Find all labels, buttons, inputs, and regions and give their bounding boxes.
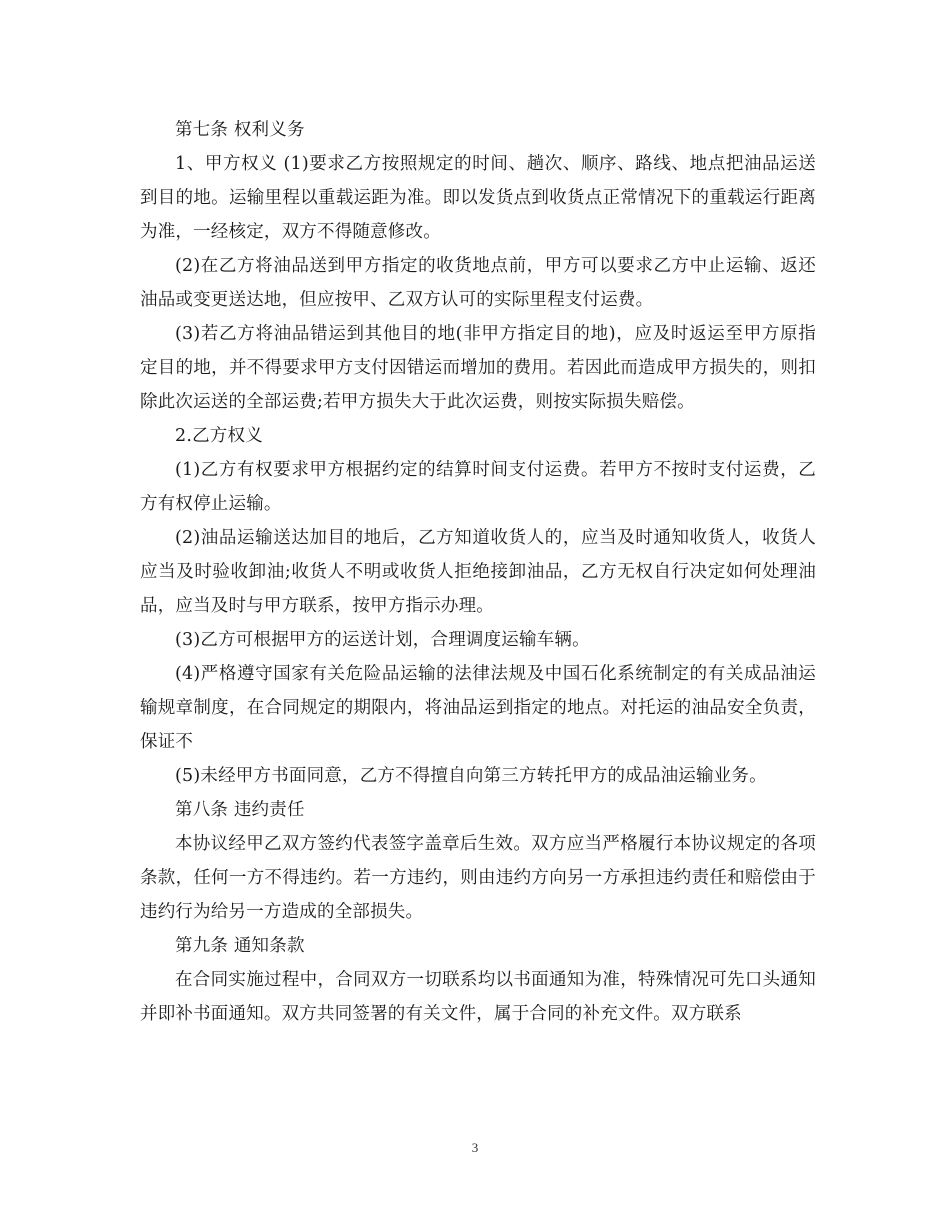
party-b-rights-clause-1: (1)乙方有权要求甲方根据约定的结算时间支付运费。若甲方不按时支付运费，乙方有权停止运输。 [140,460,816,514]
party-b-rights-heading: 2.乙方权义 [175,426,263,446]
breach-liability-text: 本协议经甲乙双方签约代表签字盖章后生效。双方应当严格履行本协议规定的各项条款，任何一方不得违约。若一方违约，则由违约方向另一方承担违约责任和赔偿由于违约行为给另一方造成的全部损失。 [140,834,816,922]
party-b-rights-clause-3: (3)乙方可根据甲方的运送计划，合理调度运输车辆。 [175,630,590,650]
article-8-heading: 第八条 违约责任 [175,800,305,820]
document-body [140,113,816,1031]
notification-clause-text: 在合同实施过程中，合同双方一切联系均以书面通知为准，特殊情况可先口头通知并即补书面通知。双方共同签署的有关文件，属于合同的补充文件。双方联系 [140,970,816,1024]
party-a-rights-clause-1: 1、甲方权义 (1)要求乙方按照规定的时间、趟次、顺序、路线、地点把油品运送到目的地。运输里程以重载运距为准。即以发货点到收货点正常情况下的重载运行距离为准，一经核定，双方不得随意修改。 [140,154,816,242]
article-7-heading: 第七条 权利义务 [175,120,305,140]
party-b-rights-clause-4: (4)严格遵守国家有关危险品运输的法律法规及中国石化系统制定的有关成品油运输规章制度，在合同规定的期限内，将油品运到指定的地点。对托运的油品安全负责，保证不 [140,664,816,752]
party-b-rights-clause-2: (2)油品运输送达加目的地后，乙方知道收货人的，应当及时通知收货人，收货人应当及时验收卸油;收货人不明或收货人拒绝接卸油品，乙方无权自行决定如何处理油品，应当及时与甲方联系，按甲方指示办理。 [140,528,816,616]
party-a-rights-clause-3: (3)若乙方将油品错运到其他目的地(非甲方指定目的地)，应及时返运至甲方原指定目的地，并不得要求甲方支付因错运而增加的费用。若因此而造成甲方损失的，则扣除此次运送的全部运费;若甲方损失大于此次运费，则按实际损失赔偿。 [140,324,816,412]
page-number: 3 [471,1140,479,1155]
party-b-rights-clause-5: (5)未经甲方书面同意，乙方不得擅自向第三方转托甲方的成品油运输业务。 [175,766,767,786]
article-9-heading: 第九条 通知条款 [175,936,305,956]
party-a-rights-clause-2: (2)在乙方将油品送到甲方指定的收货地点前，甲方可以要求乙方中止运输、返还油品或变更送达地，但应按甲、乙双方认可的实际里程支付运费。 [140,256,816,310]
